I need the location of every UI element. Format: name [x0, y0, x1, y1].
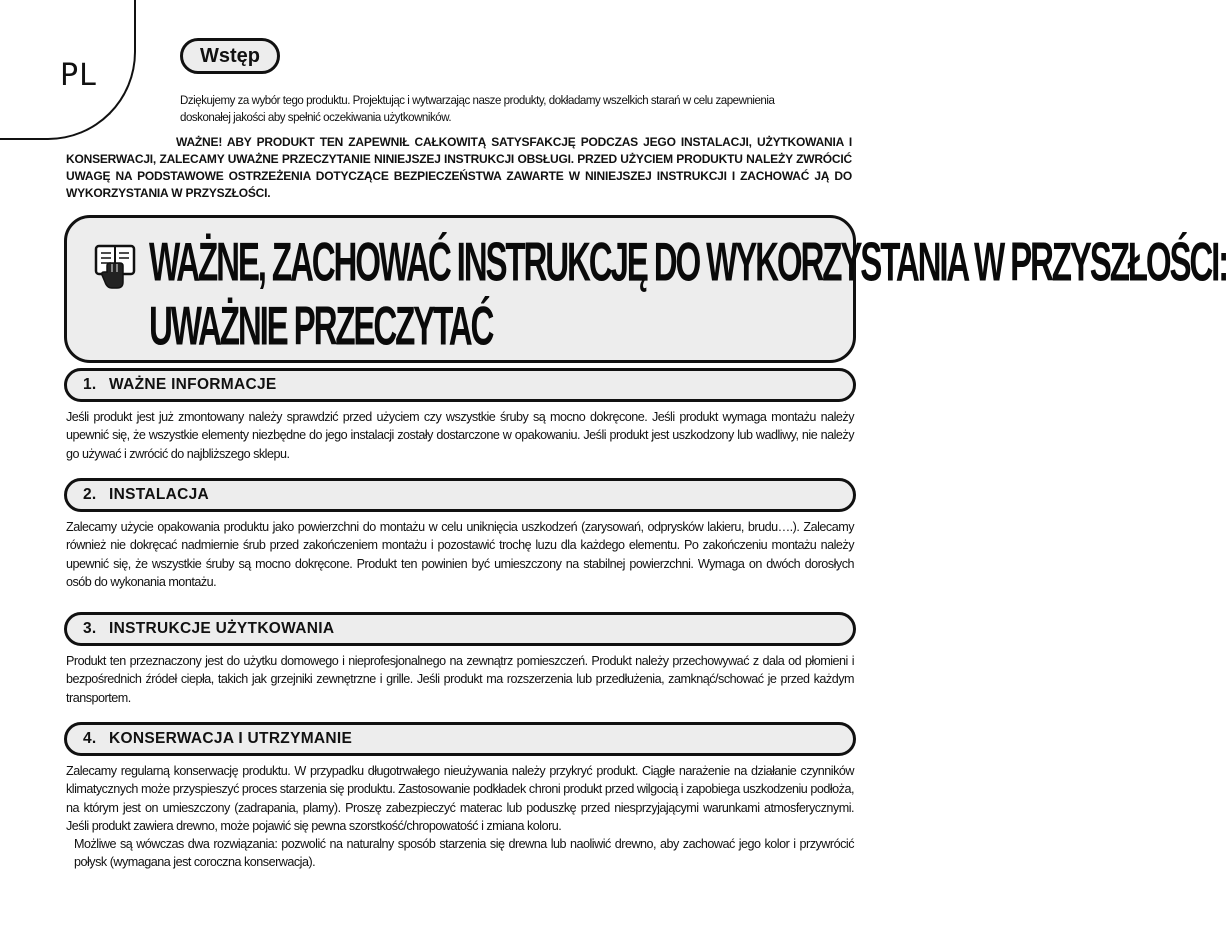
section-header — [64, 368, 856, 402]
section-body — [66, 408, 854, 463]
section-number: 4. — [83, 730, 97, 747]
section-number: 1. — [83, 376, 97, 393]
intro-text: Dziękujemy za wybór tego produktu. Projektując i wytwarzając nasze produkty, dokładamy wszelkich starań w celu zapewnienia doskonałej jakości aby spełnić oczekiwania użytkowników. — [180, 93, 775, 124]
important-notice-box — [64, 215, 1227, 363]
important-heading-line-1: WAŻNE, ZACHOWAĆ INSTRUKCJĘ DO WYKORZYSTANIA W PRZYSZŁOŚCI: — [149, 231, 1227, 293]
important-heading — [149, 230, 1227, 357]
section-header — [64, 478, 856, 512]
section-number: 3. — [83, 620, 97, 637]
section-title: KONSERWACJA I UTRZYMANIE — [109, 730, 353, 747]
language-code: PL — [60, 58, 97, 93]
book-reading-icon — [93, 242, 137, 290]
section-paragraph: Zalecamy regularną konserwację produktu. W przypadku długotrwałego nieużywania należy przykryć produkt. Ciągłe narażenie na działanie czynników klimatycznych może przyspieszyć proces starzenia się produktu. Zastosowanie podkładek chroni produkt przed wilgocią i zapobiega uszkodzeniu podłoża, na którym jest on umieszczony (zadrapania, plamy). Proszę zabezpieczyć materac lub poduszkę przed niesprzyjającymi warunkami atmosferycznymi. Jeśli produkt zawiera drewno, może pojawić się pewna szorstkość/chropowatość i zmiana koloru. — [66, 764, 854, 833]
section-installation — [64, 478, 856, 591]
section-maintenance — [64, 722, 856, 872]
section-title: WAŻNE INFORMACJE — [109, 376, 277, 393]
section-usage-instructions — [64, 612, 856, 707]
section-paragraph: Produkt ten przeznaczony jest do użytku domowego i nieprofesjonalnego na zewnątrz pomieszczeń. Produkt należy przechowywać z dala od płomieni i bezpośrednich źródeł ciepła, takich jak grzejniki zewnętrzne i grille. Jeśli produkt ma rozszerzenia lub przedłużenia, zamknąć/schować je przed każdym transportem. — [66, 654, 854, 705]
section-header — [64, 612, 856, 646]
section-body — [66, 762, 854, 872]
section-important-information — [64, 368, 856, 463]
important-heading-line-2: UWAŻNIE PRZECZYTAĆ — [149, 294, 493, 357]
section-title: INSTALACJA — [109, 486, 210, 503]
safety-warning-text: WAŻNE! ABY PRODUKT TEN ZAPEWNIŁ CAŁKOWITĄ SATYSFAKCJĘ PODCZAS JEGO INSTALACJI, UŻYTKOWANIA I KONSERWACJI, ZALECAMY UWAŻNE PRZECZYTANIE NINIEJSZEJ INSTRUKCJI OBSŁUGI. PRZED UŻYCIEM PRODUKTU NALEŻY ZWRÓCIĆ UWAGĘ NA PODSTAWOWE OSTRZEŻENIA DOTYCZĄCE BEZPIECZEŃSTWA ZAWARTE W NINIEJSZEJ INSTRUKCJI I ZACHOWAĆ JĄ DO WYKORZYSTANIA W PRZYSZŁOŚCI. — [66, 135, 852, 200]
section-paragraph-continued: Możliwe są wówczas dwa rozwiązania: pozwolić na naturalny sposób starzenia się drewna lub naoliwić drewno, aby zachować jego kolor i przywrócić połysk (wymagana jest coroczna konserwacja). — [74, 837, 854, 870]
section-header — [64, 722, 856, 756]
section-paragraph: Jeśli produkt jest już zmontowany należy sprawdzić przed użyciem czy wszystkie śruby są mocno dokręcone. Jeśli produkt wymaga montażu należy upewnić się, że wszystkie elementy niezbędne do jego instalacji zostały dostarczone w opakowaniu. Jeśli produkt jest uszkodzony lub wadliwy, nie należy go używać i zwrócić do najbliższego sklepu. — [66, 410, 854, 461]
section-body — [66, 652, 854, 707]
section-title: INSTRUKCJE UŻYTKOWANIA — [109, 620, 335, 637]
section-number: 2. — [83, 486, 97, 503]
section-body — [66, 518, 854, 591]
section-paragraph: Zalecamy użycie opakowania produktu jako powierzchni do montażu w celu uniknięcia uszkodzeń (zarysowań, odprysków lakieru, brudu….). Zalecamy również nie dokręcać nadmiernie śrub przed zakończeniem montażu i pozostawić trochę luzu dla każdego elementu. Po zakończeniu montażu należy upewnić się, że wszystkie śruby są mocno dokręcone. Produkt ten powinien być umieszczony na stabilnej powierzchni. Wymaga on dwóch dorosłych osób do wykonania montażu. — [66, 520, 854, 589]
intro-title: Wstęp — [180, 38, 280, 74]
